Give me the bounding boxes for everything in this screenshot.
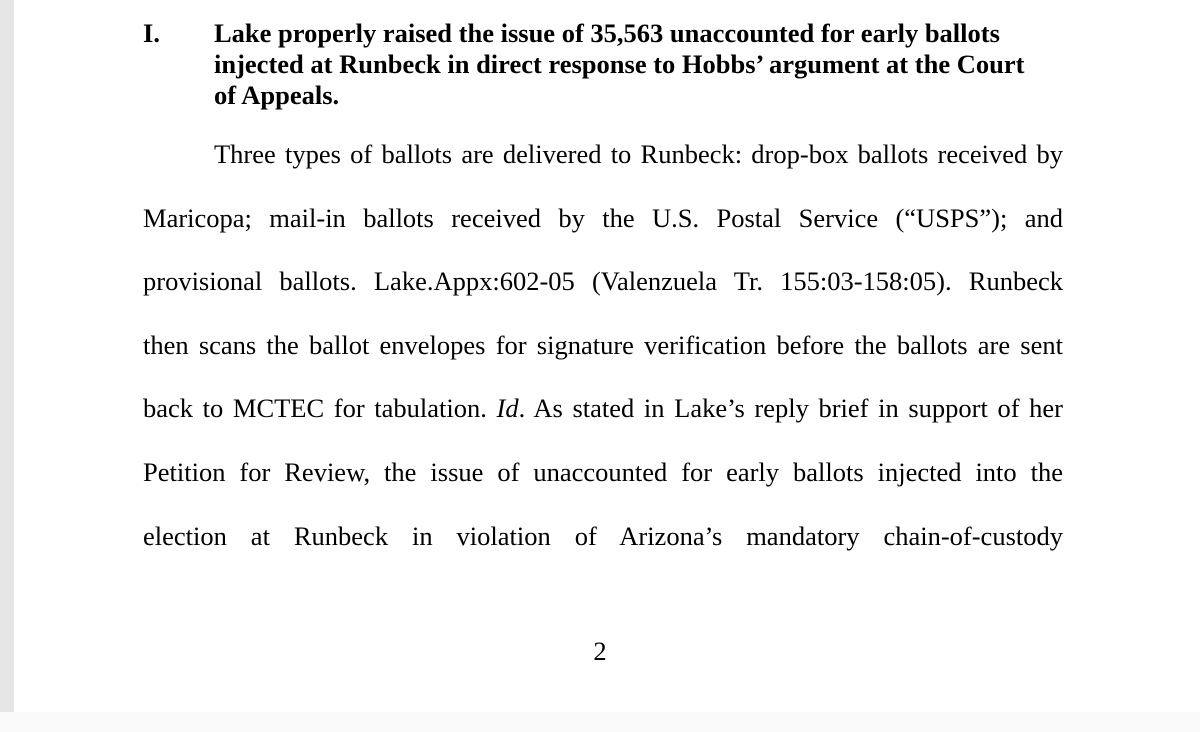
section-heading-text <box>214 18 1074 111</box>
body-text-segment: . As stated in Lake’s reply brief in support of her <box>518 393 1063 424</box>
body-line: Three types of ballots are delivered to Runbeck: drop-box ballots received by <box>214 139 1063 169</box>
heading-line: injected at Runbeck in direct response to Hobbs’ argument at the Court <box>214 49 1025 79</box>
page-bottom-edge <box>0 712 1200 732</box>
body-paragraph <box>143 134 1063 579</box>
body-line <box>143 388 1063 452</box>
body-line: Maricopa; mail-in ballots received by the U.S. Postal Service (“USPS”); and <box>143 202 1063 233</box>
heading-line: of Appeals. <box>214 80 340 110</box>
body-text-segment: back to MCTEC for tabulation. <box>143 393 497 424</box>
citation-id: Id <box>496 393 519 424</box>
body-line: election at Runbeck in violation of Arizona’s mandatory chain-of-custody <box>143 520 1063 551</box>
body-line: Petition for Review, the issue of unaccounted for early ballots injected into the <box>143 456 1063 487</box>
body-line: then scans the ballot envelopes for signature verification before the ballots are sent <box>143 329 1063 360</box>
page-number: 2 <box>593 636 607 666</box>
page-left-margin <box>0 0 14 732</box>
body-line: provisional ballots. Lake.Appx:602-05 (Valenzuela Tr. 155:03-158:05). Runbeck <box>143 266 1063 297</box>
section-number: I. <box>143 18 160 48</box>
heading-line: Lake properly raised the issue of 35,563 unaccounted for early ballots <box>214 18 1000 48</box>
